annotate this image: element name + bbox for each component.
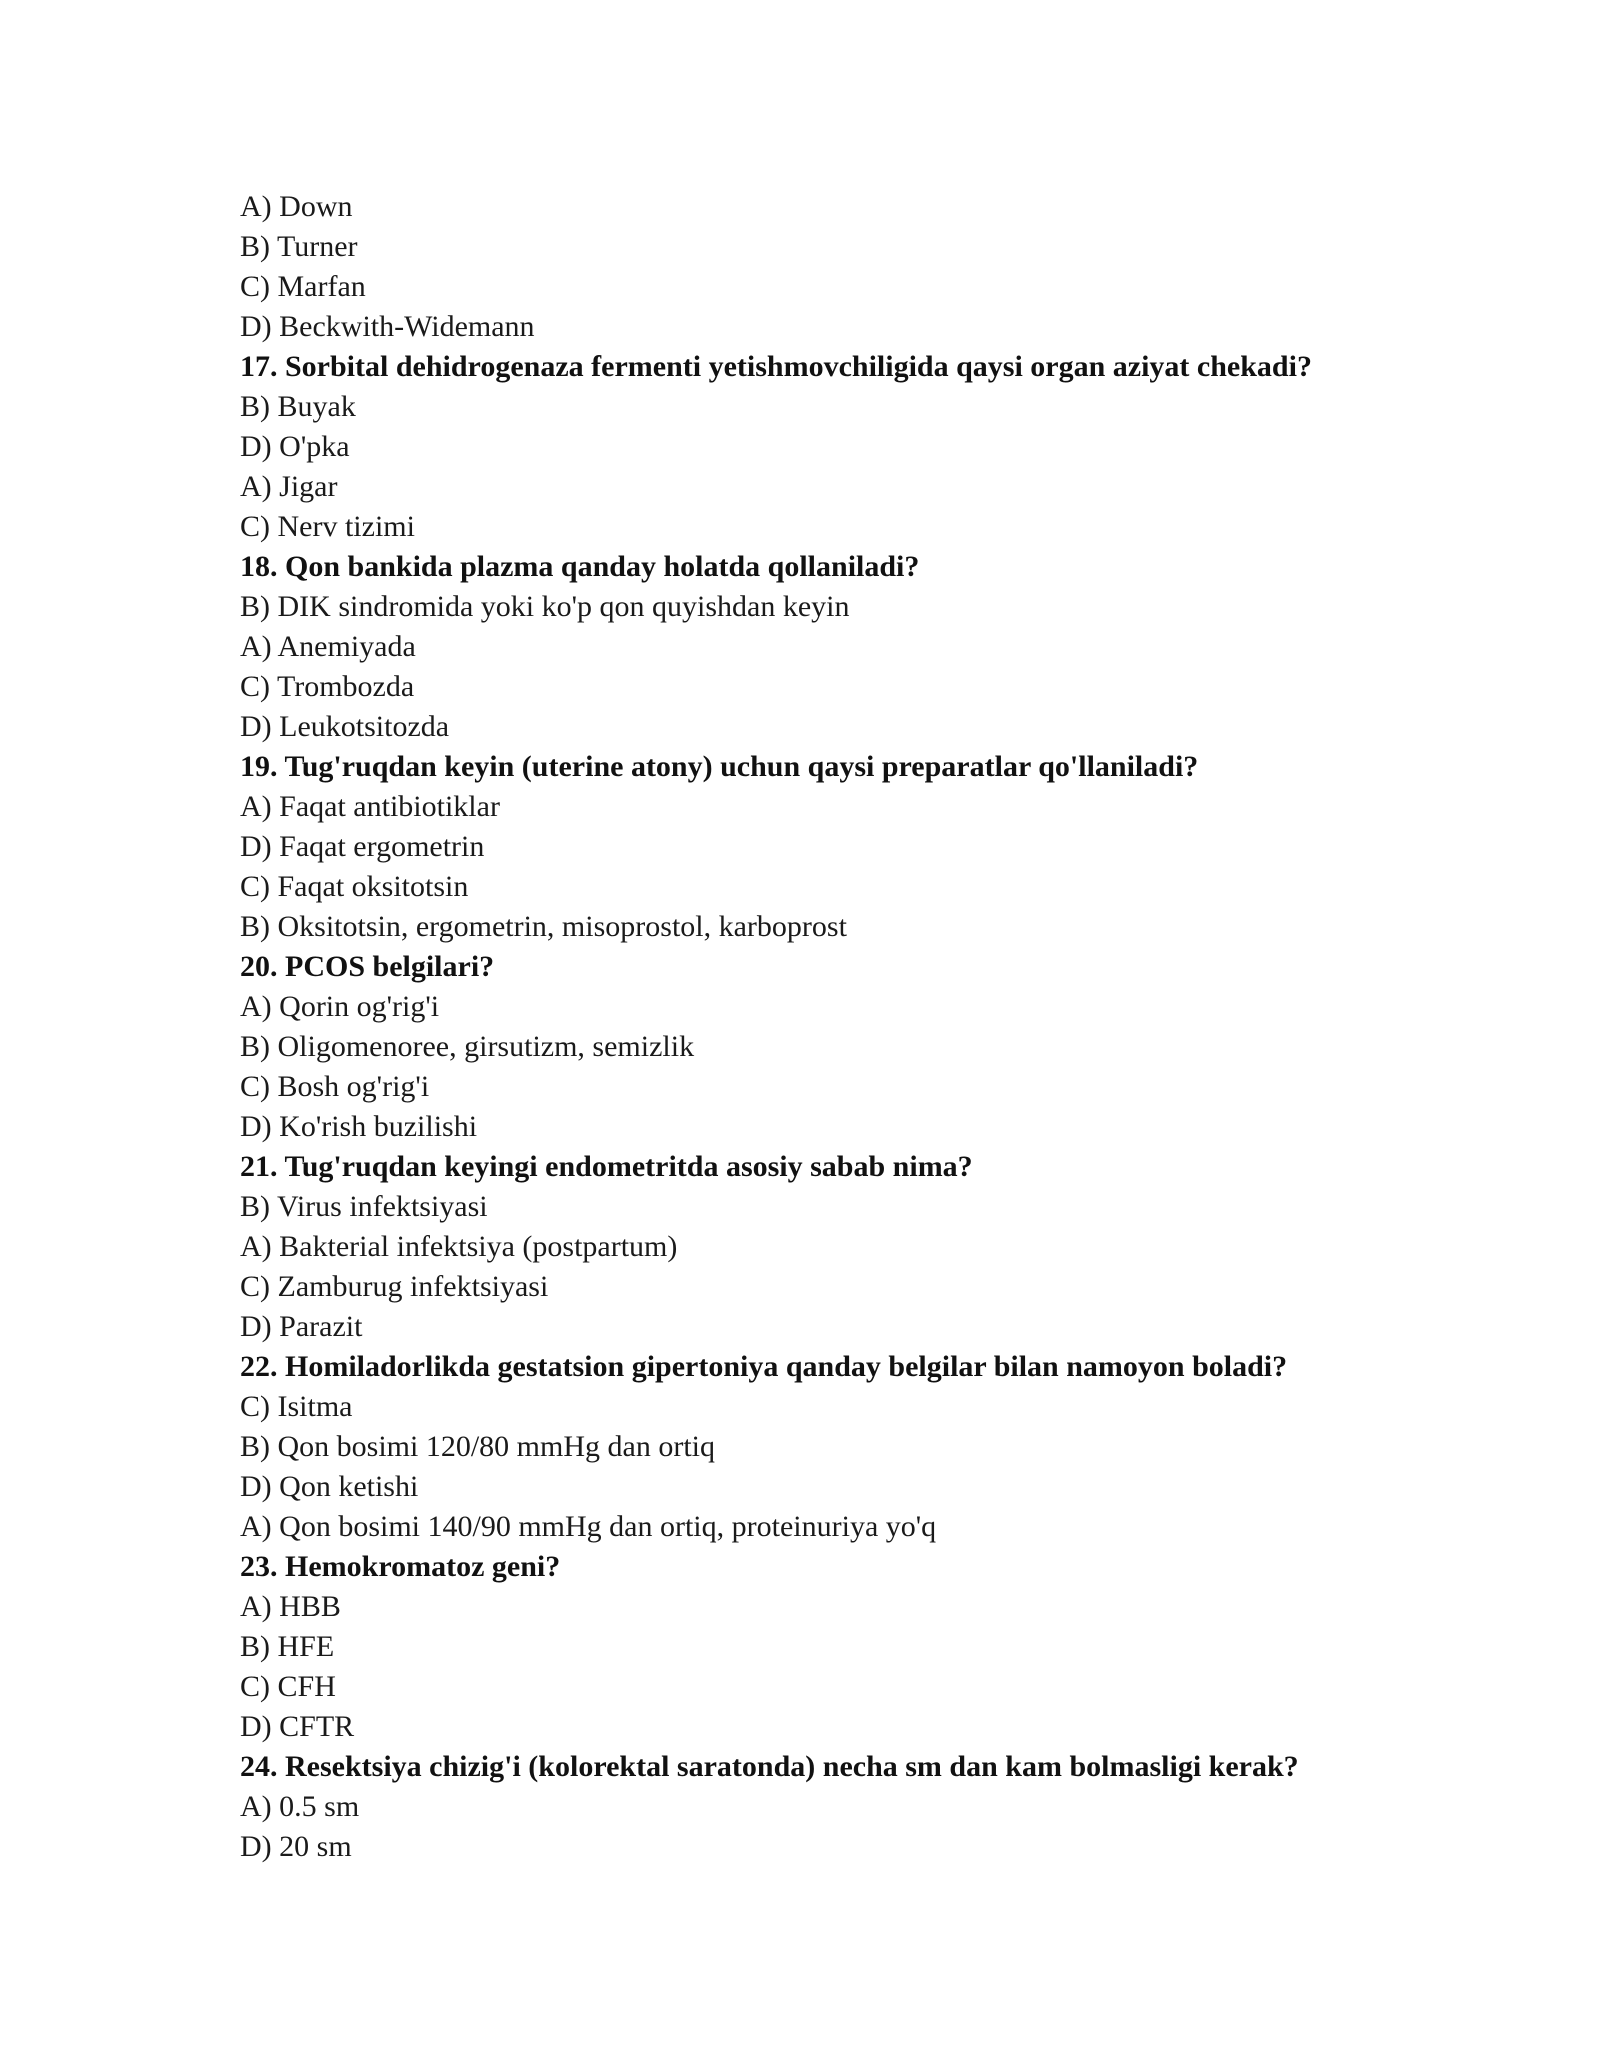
answer-option: A) HBB xyxy=(240,1590,341,1623)
answer-option: C) Bosh og'rig'i xyxy=(240,1070,430,1103)
answer-option: A) Anemiyada xyxy=(240,630,416,663)
answer-option: B) Virus infektsiyasi xyxy=(240,1190,488,1223)
answer-option: B) Buyak xyxy=(240,390,356,423)
answer-option: D) Parazit xyxy=(240,1310,363,1343)
document-body xyxy=(240,187,1440,1867)
answer-option: C) Trombozda xyxy=(240,670,415,703)
question-heading: 18. Qon bankida plazma qanday holatda qollaniladi? xyxy=(240,550,920,583)
question-heading: 21. Tug'ruqdan keyingi endometritda asosiy sabab nima? xyxy=(240,1150,973,1183)
answer-option: B) HFE xyxy=(240,1630,335,1663)
answer-option: B) DIK sindromida yoki ko'p qon quyishdan keyin xyxy=(240,590,850,623)
answer-option: C) Nerv tizimi xyxy=(240,510,415,543)
answer-option: A) Faqat antibiotiklar xyxy=(240,790,500,823)
answer-option: D) O'pka xyxy=(240,430,350,463)
answer-option: D) Ko'rish buzilishi xyxy=(240,1110,478,1143)
answer-option: A) 0.5 sm xyxy=(240,1790,360,1823)
answer-option: A) Qorin og'rig'i xyxy=(240,990,440,1023)
answer-option: B) Oksitotsin, ergometrin, misoprostol, karboprost xyxy=(240,910,847,943)
answer-option: C) Faqat oksitotsin xyxy=(240,870,469,903)
answer-option: D) Faqat ergometrin xyxy=(240,830,485,863)
answer-option: B) Turner xyxy=(240,230,358,263)
answer-option: D) Qon ketishi xyxy=(240,1470,419,1503)
answer-option: C) Zamburug infektsiyasi xyxy=(240,1270,549,1303)
answer-option: A) Qon bosimi 140/90 mmHg dan ortiq, proteinuriya yo'q xyxy=(240,1510,937,1543)
answer-option: D) CFTR xyxy=(240,1710,355,1743)
answer-option: A) Bakterial infektsiya (postpartum) xyxy=(240,1230,678,1263)
answer-option: B) Qon bosimi 120/80 mmHg dan ortiq xyxy=(240,1430,715,1463)
question-heading: 22. Homiladorlikda gestatsion gipertoniya qanday belgilar bilan namoyon boladi? xyxy=(240,1350,1288,1383)
answer-option: D) Leukotsitozda xyxy=(240,710,450,743)
question-heading: 19. Tug'ruqdan keyin (uterine atony) uchun qaysi preparatlar qo'llaniladi? xyxy=(240,750,1199,783)
question-heading: 17. Sorbital dehidrogenaza fermenti yetishmovchiligida qaysi organ aziyat chekadi? xyxy=(240,350,1312,383)
answer-option: C) Isitma xyxy=(240,1390,353,1423)
answer-option: C) CFH xyxy=(240,1670,336,1703)
answer-option: B) Oligomenoree, girsutizm, semizlik xyxy=(240,1030,695,1063)
answer-option: A) Down xyxy=(240,190,353,223)
answer-option: D) Beckwith-Widemann xyxy=(240,310,535,343)
question-heading: 23. Hemokromatoz geni? xyxy=(240,1550,561,1583)
answer-option: C) Marfan xyxy=(240,270,366,303)
question-heading: 24. Resektsiya chizig'i (kolorektal saratonda) necha sm dan kam bolmasligi kerak? xyxy=(240,1750,1299,1783)
answer-option: D) 20 sm xyxy=(240,1830,352,1863)
answer-option: A) Jigar xyxy=(240,470,338,503)
question-heading: 20. PCOS belgilari? xyxy=(240,950,495,983)
